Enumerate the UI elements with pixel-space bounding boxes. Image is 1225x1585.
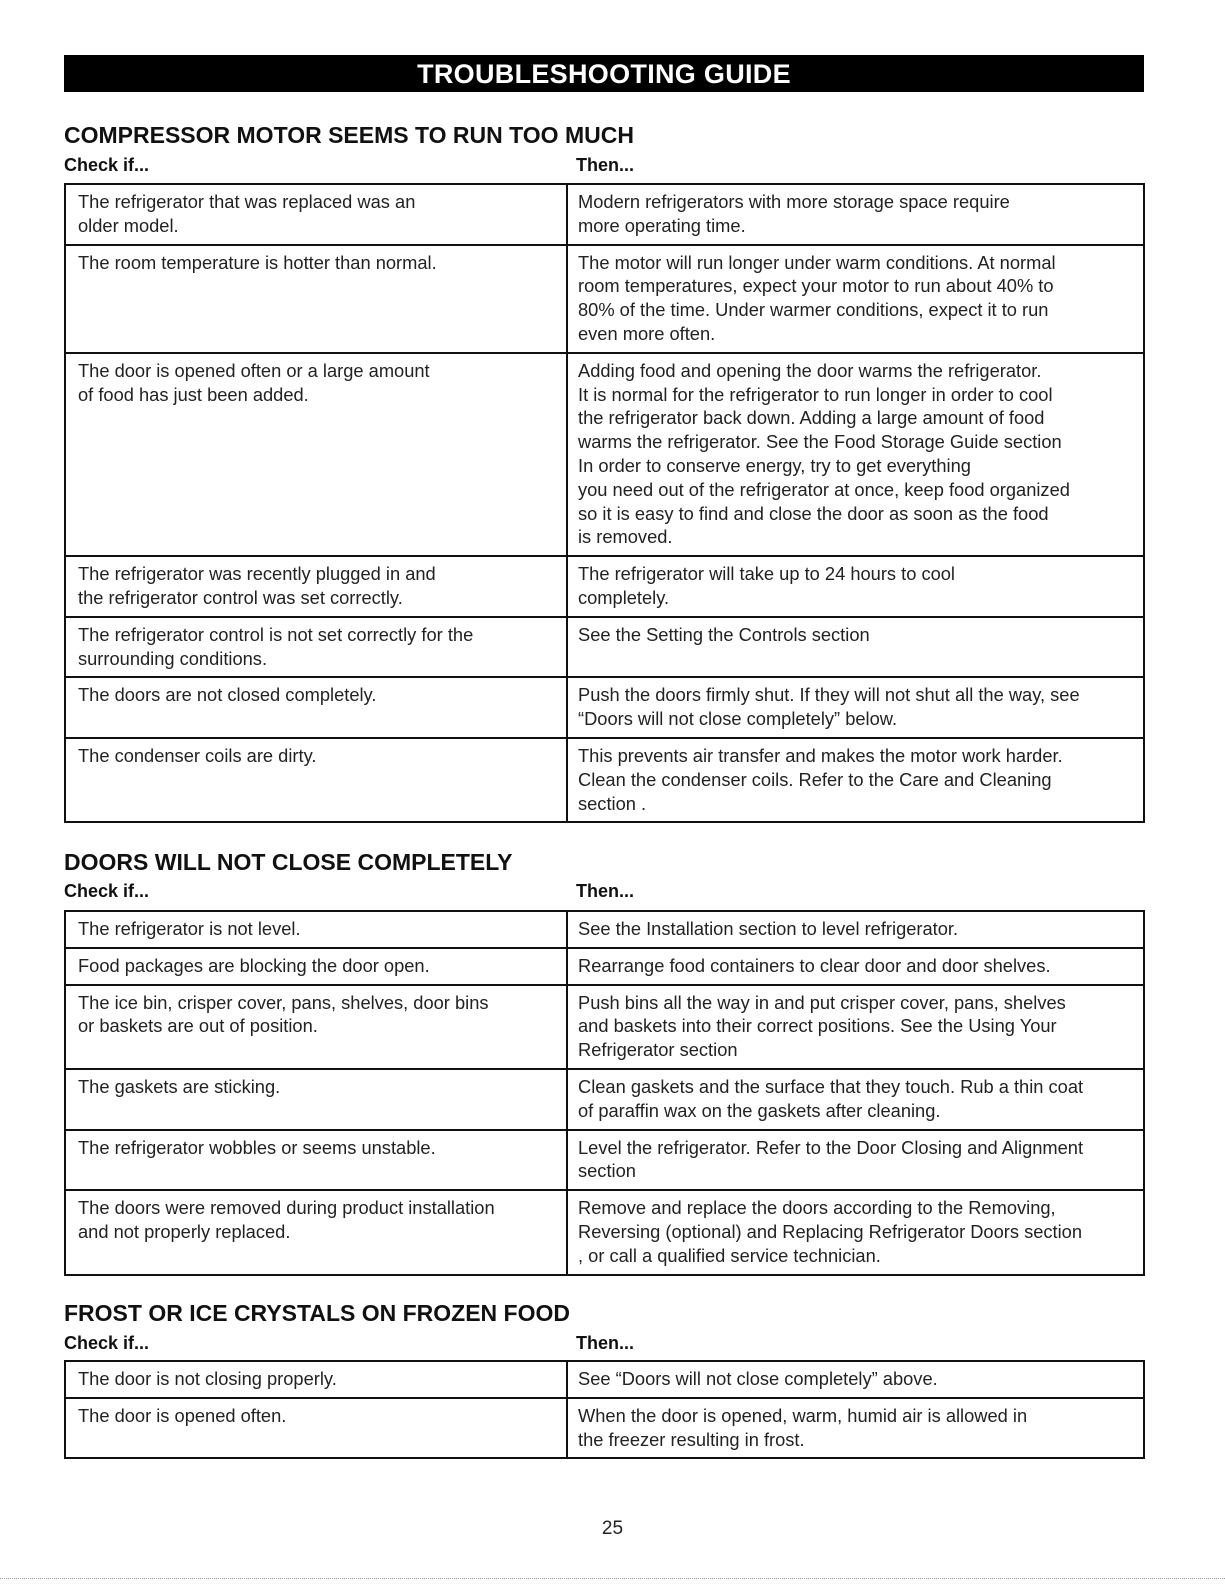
then-cell [567,245,1144,353]
then-cell [567,1361,1144,1398]
troubleshooting-table-compressor [64,183,1145,823]
then-text-line: Reversing (optional) and Replacing Refrigerator Doors section [578,1220,1083,1242]
check-text-line: The refrigerator was recently plugged in and [78,563,436,585]
then-text-line: warms the refrigerator. See the Food Storage Guide section [578,431,1062,453]
then-header: Then... [576,881,634,901]
then-text-line: Clean gaskets and the surface that they touch. Rub a thin coat [578,1075,1084,1097]
check-if-header: Check if... [64,1333,150,1353]
check-text-line: The ice bin, crisper cover, pans, shelves, door bins [78,991,489,1013]
table-row [65,1190,1144,1274]
then-cell [567,1069,1144,1130]
check-cell [65,948,567,985]
page-bottom-divider [0,1578,1225,1579]
then-cell [567,911,1144,948]
troubleshooting-table-doors [64,910,1145,1276]
then-cell [567,617,1144,678]
then-text-line: See the Installation section to level refrigerator. [578,918,959,939]
check-text-line: The door is not closing properly. [78,1368,337,1389]
then-cell [567,353,1144,556]
then-text-line: section . [578,792,647,814]
table-row [65,1069,1144,1130]
table-row [65,245,1144,353]
then-header: Then... [576,1333,634,1353]
table-row [65,948,1144,985]
check-cell [65,1069,567,1130]
check-cell [65,184,567,245]
then-text-line: The refrigerator will take up to 24 hours to cool [578,563,955,585]
page-number: 25 [601,1518,624,1539]
then-text-line: more operating time. [578,214,746,236]
check-text-line: The refrigerator is not level. [78,918,301,939]
check-if-header: Check if... [64,881,150,901]
table-row [65,184,1144,245]
troubleshooting-table-frost [64,1360,1145,1459]
check-text-line: The room temperature is hotter than normal. [78,251,437,273]
then-text-line: Push bins all the way in and put crisper cover, pans, shelves [578,991,1066,1013]
check-text-line: The refrigerator control is not set correctly for the [78,623,474,645]
check-cell [65,911,567,948]
then-cell [567,1130,1144,1191]
then-text-line: See “Doors will not close completely” above. [578,1368,938,1389]
then-text-line: completely. [578,586,670,608]
check-text-line: The condenser coils are dirty. [78,744,317,766]
table-row [65,911,1144,948]
then-cell [567,738,1144,822]
then-text-line: section [578,1160,636,1182]
check-cell [65,738,567,822]
then-text-line: the refrigerator back down. Adding a large amount of food [578,407,1045,429]
table-row [65,556,1144,617]
table-row [65,1130,1144,1191]
section-title-doors: DOORS WILL NOT CLOSE COMPLETELY [64,849,513,875]
check-cell [65,353,567,556]
then-cell [567,184,1144,245]
check-cell [65,1190,567,1274]
table-row [65,617,1144,678]
check-cell [65,1398,567,1459]
check-text-line: older model. [78,214,179,236]
check-cell [65,1361,567,1398]
then-cell [567,677,1144,738]
then-header: Then... [576,155,634,175]
check-cell [65,985,567,1069]
check-cell [65,617,567,678]
then-text-line: room temperatures, expect your motor to run about 40% to [578,275,1054,297]
check-text-line: or baskets are out of position. [78,1015,318,1037]
then-text-line: This prevents air transfer and makes the motor work harder. [578,744,1063,766]
then-text-line: Rearrange food containers to clear door and door shelves. [578,954,1051,976]
check-text-line: and not properly replaced. [78,1220,291,1242]
check-cell [65,1130,567,1191]
then-text-line: of paraffin wax on the gaskets after cleaning. [578,1099,941,1121]
then-text-line: Push the doors firmly shut. If they will not shut all the way, see [578,684,1080,706]
then-text-line: and baskets into their correct positions. See the Using Your [578,1015,1057,1037]
then-text-line: The motor will run longer under warm conditions. At normal [578,251,1056,273]
then-text-line: is removed. [578,526,673,548]
then-text-line: When the door is opened, warm, humid air is allowed in [578,1404,1028,1426]
check-text-line: of food has just been added. [78,383,309,405]
check-text-line: The gaskets are sticking. [78,1075,281,1097]
then-text-line: Clean the condenser coils. Refer to the Care and Cleaning [578,768,1052,790]
check-cell [65,677,567,738]
then-text-line: “Doors will not close completely” below. [578,708,898,730]
page-banner: TROUBLESHOOTING GUIDE [64,55,1144,92]
check-if-header: Check if... [64,155,150,175]
then-cell [567,985,1144,1069]
then-text-line: , or call a qualified service technician. [578,1244,881,1266]
check-cell [65,556,567,617]
then-text-line: Adding food and opening the door warms the refrigerator. [578,359,1042,381]
check-text-line: The door is opened often or a large amount [78,359,430,381]
check-cell [65,245,567,353]
then-cell [567,556,1144,617]
then-cell [567,1398,1144,1459]
then-text-line: even more often. [578,322,716,344]
then-text-line: In order to conserve energy, try to get everything [578,454,971,476]
then-text-line: you need out of the refrigerator at once, keep food organized [578,478,1070,500]
then-text-line: Level the refrigerator. Refer to the Door Closing and Alignment [578,1136,1084,1158]
table-row [65,1361,1144,1398]
then-text-line: Remove and replace the doors according to the Removing, [578,1197,1056,1219]
then-cell [567,948,1144,985]
check-text-line: surrounding conditions. [78,647,268,669]
check-text-line: The doors are not closed completely. [78,684,377,706]
then-cell [567,1190,1144,1274]
then-text-line: Refrigerator section [578,1039,738,1061]
table-row [65,985,1144,1069]
section-title-compressor: COMPRESSOR MOTOR SEEMS TO RUN TOO MUCH [64,122,634,148]
section-title-frost: FROST OR ICE CRYSTALS ON FROZEN FOOD [64,1300,570,1326]
check-text-line: The door is opened often. [78,1404,287,1426]
table-row [65,738,1144,822]
check-text-line: the refrigerator control was set correctly. [78,586,403,608]
then-text-line: Modern refrigerators with more storage space require [578,191,1010,212]
then-text-line: 80% of the time. Under warmer conditions, expect it to run [578,299,1049,321]
table-row [65,353,1144,556]
table-row [65,1398,1144,1459]
check-text-line: The doors were removed during product installation [78,1197,495,1219]
then-text-line: It is normal for the refrigerator to run longer in order to cool [578,383,1053,405]
then-text-line: the freezer resulting in frost. [578,1428,805,1450]
check-text-line: The refrigerator that was replaced was an [78,191,416,212]
table-row [65,677,1144,738]
then-text-line: so it is easy to find and close the door as soon as the food [578,502,1049,524]
check-text-line: Food packages are blocking the door open. [78,954,430,976]
check-text-line: The refrigerator wobbles or seems unstable. [78,1136,436,1158]
then-text-line: See the Setting the Controls section [578,623,870,645]
